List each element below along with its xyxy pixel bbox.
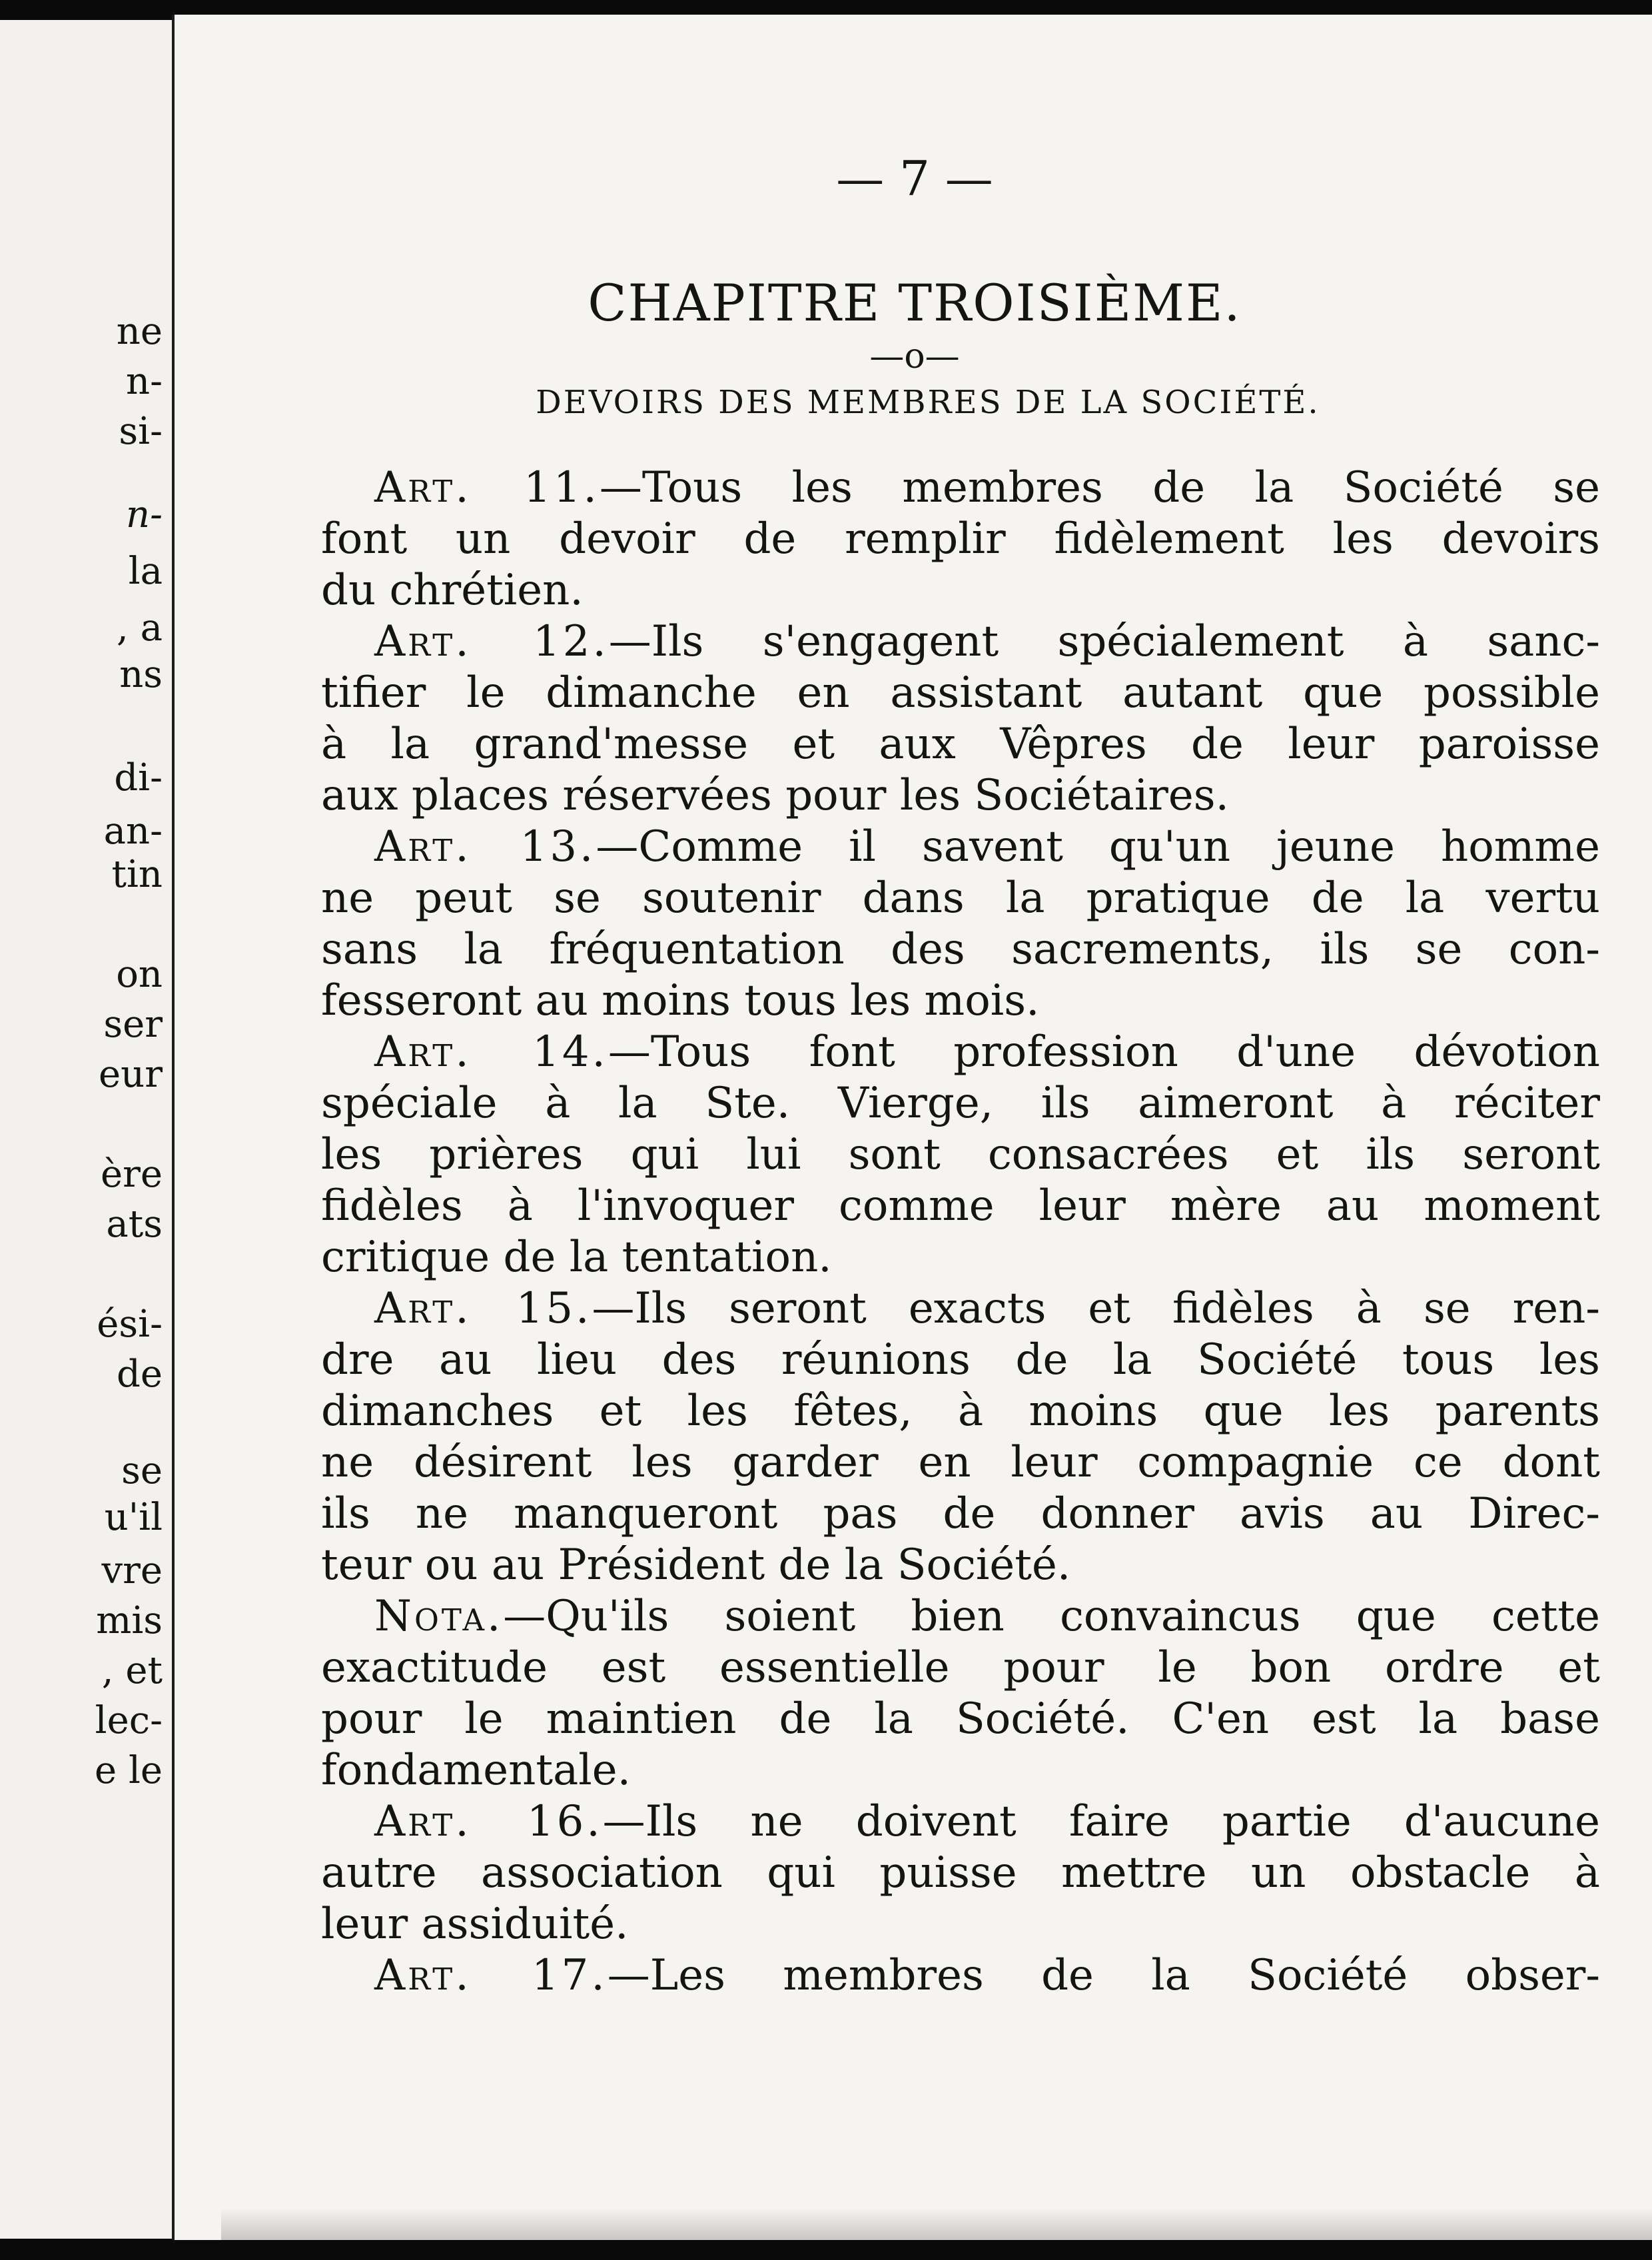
ornament-divider: —o— xyxy=(869,336,960,376)
article-label: Art. 12. xyxy=(374,617,609,666)
left-page-line: on xyxy=(116,953,163,996)
article-17 xyxy=(321,1950,1600,2001)
article-line: dimanches et les fêtes, à moins que les parents xyxy=(321,1387,1600,1436)
article-line: exactitude est essentielle pour le bon ordre et xyxy=(321,1643,1600,1692)
article-line: —Qu'ils soient bien convaincus que cette xyxy=(503,1592,1600,1641)
nota xyxy=(321,1591,1600,1796)
article-line: pour le maintien de la Société. C'en est la base xyxy=(321,1694,1600,1744)
left-page-line: mis xyxy=(96,1599,163,1642)
article-line: critique de la tentation. xyxy=(321,1233,832,1282)
article-line: ne peut se soutenir dans la pratique de la vertu xyxy=(321,873,1600,923)
article-line: —Ils s'engagent spécialement à sanc- xyxy=(608,617,1600,666)
article-label: Art. 11. xyxy=(374,463,600,512)
article-line: autre association qui puisse mettre un obstacle à xyxy=(321,1848,1600,1898)
article-line: —Les membres de la Société obser- xyxy=(607,1951,1600,2000)
article-line: dre au lieu des réunions de la Société tous les xyxy=(321,1335,1600,1385)
article-line: fondamentale. xyxy=(321,1746,631,1795)
article-line: sans la fréquentation des sacrements, ils se con- xyxy=(321,925,1600,974)
article-12 xyxy=(321,616,1600,822)
article-line: —Ils ne doivent faire partie d'aucune xyxy=(602,1797,1600,1846)
article-line: spéciale à la Ste. Vierge, ils aimeront à réciter xyxy=(321,1079,1600,1128)
left-page-line: , a xyxy=(117,606,163,650)
section-subtitle: DEVOIRS DES MEMBRES DE LA SOCIÉTÉ. xyxy=(536,384,1320,421)
article-line: fidèles à l'invoquer comme leur mère au moment xyxy=(321,1181,1600,1231)
article-line: —Comme il savent qu'un jeune homme xyxy=(596,822,1600,871)
left-page-line: la xyxy=(128,550,163,593)
left-page-line: eur xyxy=(99,1053,163,1096)
left-page-line: de xyxy=(117,1353,163,1396)
article-line: teur ou au Président de la Société. xyxy=(321,1540,1071,1590)
article-line: leur assiduité. xyxy=(321,1900,629,1949)
left-page-line: e le xyxy=(95,1749,163,1792)
article-16 xyxy=(321,1796,1600,1950)
nota-label: Nota. xyxy=(374,1592,504,1641)
article-line: —Tous les membres de la Société se xyxy=(599,463,1600,512)
article-line: font un devoir de remplir fidèlement les devoirs xyxy=(321,514,1600,564)
left-page-line: , et xyxy=(101,1649,163,1692)
left-page-line: n- xyxy=(126,360,163,403)
article-14 xyxy=(321,1027,1600,1283)
left-page-line: an- xyxy=(103,810,163,853)
left-page-line: ats xyxy=(106,1203,163,1246)
article-label: Art. 16. xyxy=(374,1797,603,1846)
article-line: ils ne manqueront pas de donner avis au Direc- xyxy=(321,1489,1600,1538)
article-label: Art. 17. xyxy=(374,1951,608,2000)
left-page-line: lec- xyxy=(95,1699,163,1742)
left-page-line: ns xyxy=(119,653,163,696)
left-page-line: ère xyxy=(100,1153,163,1196)
left-page-line: se xyxy=(121,1449,163,1492)
article-13 xyxy=(321,822,1600,1027)
article-line: les prières qui lui sont consacrées et ils seront xyxy=(321,1130,1600,1179)
article-15 xyxy=(321,1283,1600,1591)
article-body xyxy=(321,462,1600,2001)
article-line: ne désirent les garder en leur compagnie ce dont xyxy=(321,1438,1600,1487)
previous-page-fragment xyxy=(0,20,183,2239)
article-line: tifier le dimanche en assistant autant que possible xyxy=(321,668,1600,718)
article-label: Art. 13. xyxy=(374,822,596,871)
article-11 xyxy=(321,462,1600,616)
left-page-line: n- xyxy=(126,493,163,536)
page-bottom-edge xyxy=(221,2208,1652,2240)
article-label: Art. 15. xyxy=(374,1284,592,1333)
main-page xyxy=(172,15,1652,2240)
article-line: aux places réservées pour les Sociétaires. xyxy=(321,771,1229,820)
left-page-line: ser xyxy=(103,1003,163,1046)
article-line: —Tous font profession d'une dévotion xyxy=(608,1027,1600,1077)
article-line: à la grand'messe et aux Vêpres de leur paroisse xyxy=(321,720,1600,769)
article-line: —Ils seront exacts et fidèles à se ren- xyxy=(592,1284,1600,1333)
article-label: Art. 14. xyxy=(374,1027,608,1077)
left-page-line: vre xyxy=(101,1549,163,1592)
left-page-line: ne xyxy=(116,310,163,353)
left-page-line: tin xyxy=(111,853,163,896)
left-page-line: ési- xyxy=(97,1303,163,1346)
left-page-line: si- xyxy=(119,410,163,453)
left-page-line: di- xyxy=(114,756,163,800)
article-line: du chrétien. xyxy=(321,566,584,615)
chapter-title: CHAPITRE TROISIÈME. xyxy=(588,273,1242,332)
article-line: fesseront au moins tous les mois. xyxy=(321,976,1040,1025)
page-number: — 7 — xyxy=(836,151,993,207)
left-page-line: u'il xyxy=(104,1496,163,1539)
